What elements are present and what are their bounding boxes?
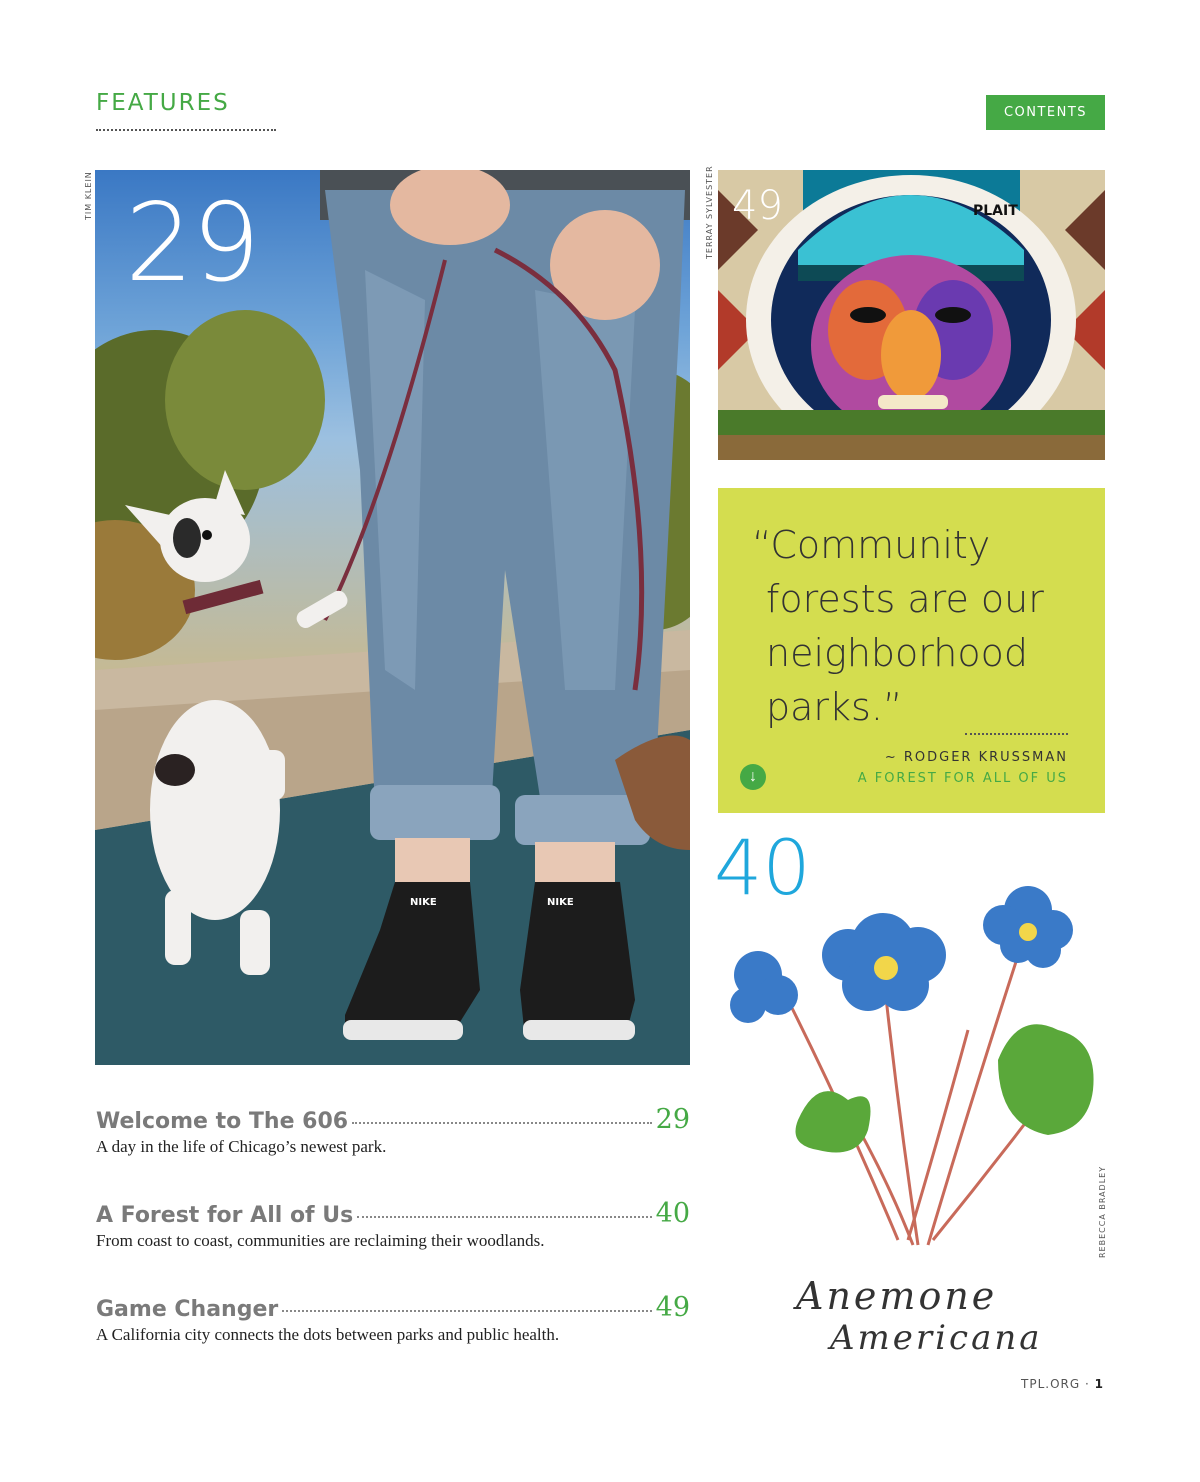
shoe-brand-left: NIKE xyxy=(410,897,437,908)
page-footer xyxy=(1021,1377,1104,1391)
mural-cap-text: PLAIT xyxy=(973,203,1018,219)
footer-site[interactable]: TPL.ORG xyxy=(1021,1377,1081,1391)
contents-button[interactable]: CONTENTS xyxy=(986,95,1105,130)
toc-page-number[interactable]: 40 xyxy=(655,1198,690,1229)
toc-entry[interactable] xyxy=(96,1292,690,1345)
toc-leader-dots xyxy=(352,1122,652,1124)
pull-quote-text: “Community forests are our neighborhood parks.” xyxy=(752,523,1044,729)
toc-entry[interactable] xyxy=(96,1198,690,1251)
pull-quote-rule xyxy=(965,733,1068,735)
illustration-credit: REBECCA BRADLEY xyxy=(1098,1165,1107,1258)
page-number-29-overlay: 29 xyxy=(125,181,259,306)
page-number-49-overlay: 49 xyxy=(732,183,783,229)
pull-quote-source-link[interactable]: A FOREST FOR ALL OF US xyxy=(857,771,1068,786)
anemone-illustration[interactable] xyxy=(718,860,1108,1260)
toc-title[interactable]: Welcome to The 606 xyxy=(96,1109,349,1134)
flower-artwork xyxy=(718,860,1108,1260)
toc-entry[interactable] xyxy=(96,1104,690,1157)
page-number-40-label: 40 xyxy=(714,823,811,912)
toc-page-number[interactable]: 29 xyxy=(655,1104,690,1135)
toc-description: A California city connects the dots between parks and public health. xyxy=(96,1325,560,1344)
toc-title[interactable]: Game Changer xyxy=(96,1297,279,1322)
illustration-caption-line1: Anemone xyxy=(796,1274,998,1318)
footer-separator: · xyxy=(1084,1377,1090,1391)
toc-description: A day in the life of Chicago’s newest park. xyxy=(96,1137,387,1156)
down-arrow-circle-icon[interactable]: ↓ xyxy=(740,764,766,790)
section-title: FEATURES xyxy=(96,90,230,116)
photo-credit-mural: TERRAY SYLVESTER xyxy=(705,165,714,259)
photo-credit-main: TIM KLEIN xyxy=(84,171,93,220)
footer-page-number: 1 xyxy=(1094,1377,1104,1391)
shoe-brand-right: NIKE xyxy=(547,897,574,908)
toc-description: From coast to coast, communities are reclaiming their woodlands. xyxy=(96,1231,545,1250)
pull-quote-author: ~ RODGER KRUSSMAN xyxy=(884,750,1068,765)
toc-leader-dots xyxy=(357,1216,651,1218)
illustration-caption-line2: Americana xyxy=(830,1318,1043,1358)
toc-page-number[interactable]: 49 xyxy=(655,1292,690,1323)
toc-leader-dots xyxy=(282,1310,651,1312)
toc-title[interactable]: A Forest for All of Us xyxy=(96,1203,354,1228)
section-title-rule xyxy=(96,129,276,131)
